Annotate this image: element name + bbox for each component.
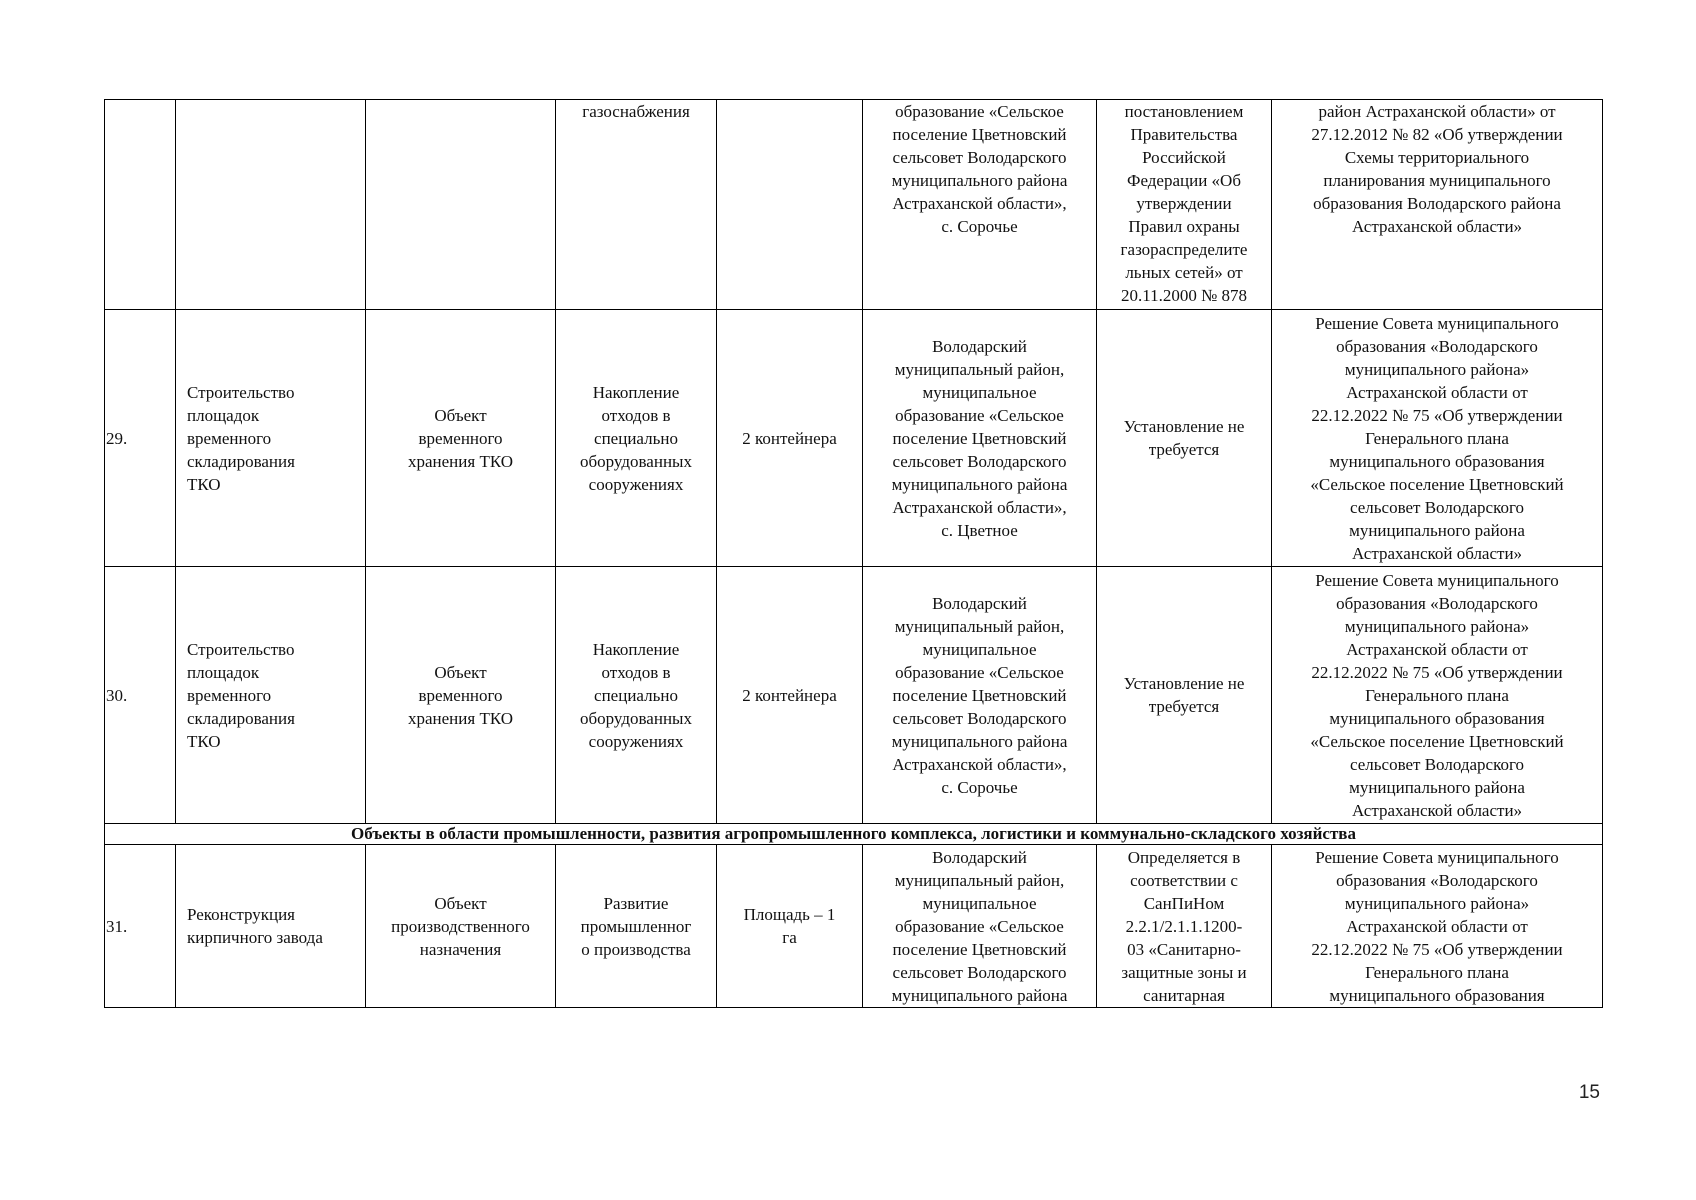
cell-type: Объект временного хранения ТКО (366, 310, 556, 567)
cell-basis: Решение Совета муниципального образования «Володарского муниципального района» Астраханской области от 22.12.2022 № 75 «Об утверждении Генерального плана муниципального образования (1272, 845, 1603, 1008)
cell-capacity (717, 100, 863, 310)
table-row (105, 845, 1603, 1008)
cell-zone: постановлением Правительства Российской Федерации «Об утверждении Правил охраны газораспределите льных сетей» от 20.11.2000 № 878 (1097, 100, 1272, 310)
table-row-continued (105, 100, 1603, 310)
cell-capacity: Площадь – 1 га (717, 845, 863, 1008)
cell-zone: Определяется в соответствии с СанПиНом 2.2.1/2.1.1.1200- 03 «Санитарно- защитные зоны и санитарная (1097, 845, 1272, 1008)
cell-num (105, 100, 176, 310)
cell-function: Развитие промышленног о производства (556, 845, 717, 1008)
cell-basis: Решение Совета муниципального образования «Володарского муниципального района» Астраханской области от 22.12.2022 № 75 «Об утверждении Генерального плана муниципального образования «Сельское поселение Цветновский сельсовет Володарского муниципального района Астраханской области» (1272, 567, 1603, 824)
objects-table (104, 99, 1603, 1008)
cell-function: газоснабжения (556, 100, 717, 310)
table-row (105, 310, 1603, 567)
cell-zone: Установление не требуется (1097, 310, 1272, 567)
cell-name: Реконструкция кирпичного завода (176, 845, 366, 1008)
cell-location: Володарский муниципальный район, муниципальное образование «Сельское поселение Цветновский сельсовет Володарского муниципального района Астраханской области», с. Сорочье (863, 567, 1097, 824)
cell-location: Володарский муниципальный район, муниципальное образование «Сельское поселение Цветновский сельсовет Володарского муниципального района (863, 845, 1097, 1008)
cell-function: Накопление отходов в специально оборудованных сооружениях (556, 310, 717, 567)
cell-num: 29. (105, 310, 176, 567)
cell-capacity: 2 контейнера (717, 567, 863, 824)
cell-type (366, 100, 556, 310)
cell-basis: Решение Совета муниципального образования «Володарского муниципального района» Астраханской области от 22.12.2022 № 75 «Об утверждении Генерального плана муниципального образования «Сельское поселение Цветновский сельсовет Володарского муниципального района Астраханской области» (1272, 310, 1603, 567)
page-number: 15 (1578, 1082, 1600, 1103)
section-title: Объекты в области промышленности, развития агропромышленного комплекса, логистики и коммунально-складского хозяйства (105, 824, 1603, 845)
cell-num: 31. (105, 845, 176, 1008)
cell-name (176, 100, 366, 310)
cell-location: образование «Сельское поселение Цветновский сельсовет Володарского муниципального района Астраханской области», с. Сорочье (863, 100, 1097, 310)
cell-basis: район Астраханской области» от 27.12.2012 № 82 «Об утверждении Схемы территориального планирования муниципального образования Володарского района Астраханской области» (1272, 100, 1603, 310)
cell-zone: Установление не требуется (1097, 567, 1272, 824)
cell-name: Строительство площадок временного складирования ТКО (176, 310, 366, 567)
cell-num: 30. (105, 567, 176, 824)
cell-name: Строительство площадок временного складирования ТКО (176, 567, 366, 824)
table-row (105, 567, 1603, 824)
cell-function: Накопление отходов в специально оборудованных сооружениях (556, 567, 717, 824)
cell-capacity: 2 контейнера (717, 310, 863, 567)
section-header-row (105, 824, 1603, 845)
cell-location: Володарский муниципальный район, муниципальное образование «Сельское поселение Цветновский сельсовет Володарского муниципального района Астраханской области», с. Цветное (863, 310, 1097, 567)
cell-type: Объект временного хранения ТКО (366, 567, 556, 824)
cell-type: Объект производственного назначения (366, 845, 556, 1008)
